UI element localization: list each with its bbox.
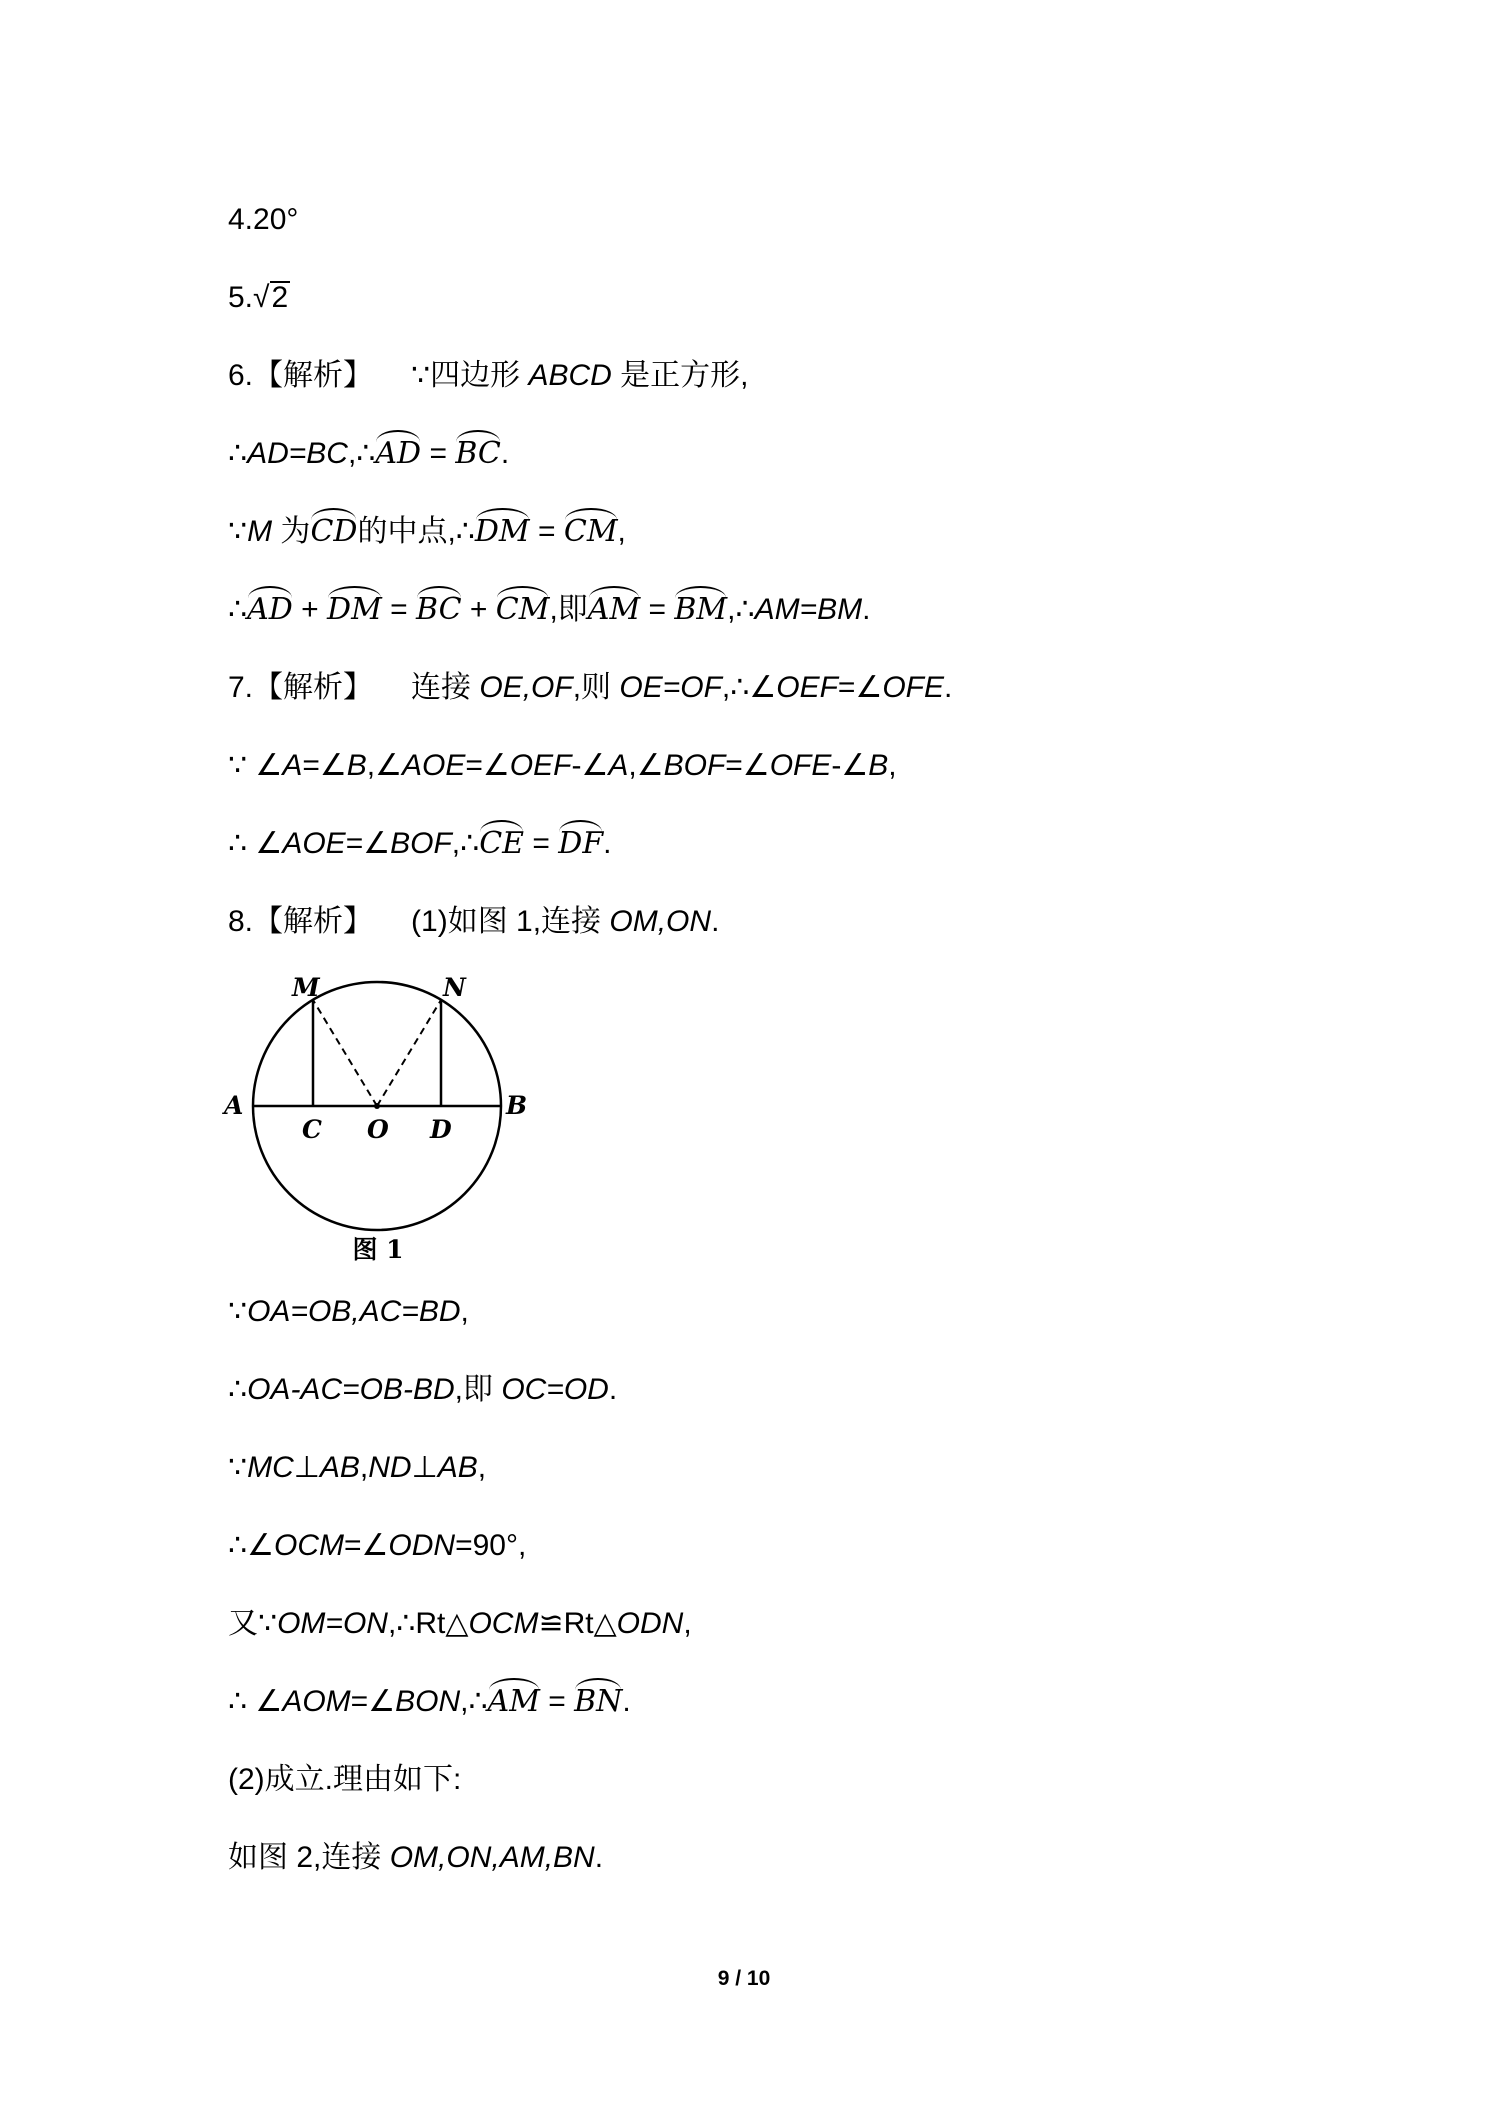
- answer-8-line-8: (2)成立.理由如下:: [228, 1763, 462, 1796]
- arc: BC: [455, 434, 501, 474]
- arc: CD: [310, 512, 357, 552]
- arc: CE: [479, 824, 524, 864]
- label-c: C: [302, 1115, 322, 1144]
- answer-8-line-4: ∵MC⊥AB,ND⊥AB,: [228, 1451, 487, 1484]
- segment-on: [377, 1000, 441, 1106]
- arc: DM: [475, 512, 530, 552]
- figure-1-circle-diagram: [220, 965, 540, 1270]
- page-number: 9 / 10: [717, 1967, 771, 1990]
- answer-8-line-5: ∴∠OCM=∠ODN=90°,: [228, 1529, 527, 1562]
- sqrt-radicand: 2: [271, 281, 289, 314]
- answer-7-line-2: ∵ ∠A=∠B,∠AOE=∠OEF-∠A,∠BOF=∠OFE-∠B,: [228, 749, 897, 782]
- figure-caption: 图 1: [352, 1235, 404, 1264]
- answer-6-line-1: 6.【解析】 ∵四边形 ABCD 是正方形,: [228, 359, 749, 392]
- arc: DF: [558, 824, 603, 864]
- answer-4: 4.20°: [228, 203, 299, 236]
- answer-8-line-9: 如图 2,连接 OM,ON,AM,BN.: [228, 1841, 604, 1874]
- arc: DM: [327, 590, 382, 630]
- answer-7-line-1: 7.【解析】 连接 OE,OF,则 OE=OF,∴∠OEF=∠OFE.: [228, 671, 953, 704]
- label-o: O: [367, 1115, 389, 1144]
- answer-8-line-6: 又∵OM=ON,∴Rt△OCM≌Rt△ODN,: [228, 1607, 692, 1640]
- answer-7-line-3: ∴ ∠AOE=∠BOF,∴CE = DF.: [228, 824, 611, 864]
- segment-om: [313, 1000, 377, 1106]
- answer-5: 5.√2: [228, 281, 289, 314]
- label-a: A: [224, 1091, 244, 1120]
- label-n: N: [443, 973, 466, 1002]
- label-b: B: [506, 1091, 528, 1120]
- arc: AD: [247, 590, 293, 630]
- arc: CM: [496, 590, 550, 630]
- arc: BC: [416, 590, 462, 630]
- answer-8-line-2: ∵OA=OB,AC=BD,: [228, 1295, 469, 1328]
- arc: BM: [674, 590, 727, 630]
- answer-8-line-7: ∴ ∠AOM=∠BON,∴AM = BN.: [228, 1682, 631, 1722]
- answer-8-line-1: 8.【解析】 (1)如图 1,连接 OM,ON.: [228, 905, 720, 938]
- answer-6-line-3: ∵M 为CD的中点,∴DM = CM,: [228, 512, 626, 552]
- arc: BN: [574, 1682, 622, 1722]
- label-d: D: [430, 1115, 452, 1144]
- arc: AM: [488, 1682, 540, 1722]
- answer-6-line-4: ∴AD + DM = BC + CM,即AM = BM,∴AM=BM.: [228, 590, 870, 630]
- answer-8-line-3: ∴OA-AC=OB-BD,即 OC=OD.: [228, 1373, 618, 1406]
- arc: AM: [588, 590, 640, 630]
- answer-6-line-2: ∴AD=BC,∴AD = BC.: [228, 434, 509, 474]
- label-m: M: [292, 973, 320, 1002]
- arc: CM: [564, 512, 618, 552]
- arc: AD: [375, 434, 421, 474]
- center-point: [374, 1103, 380, 1109]
